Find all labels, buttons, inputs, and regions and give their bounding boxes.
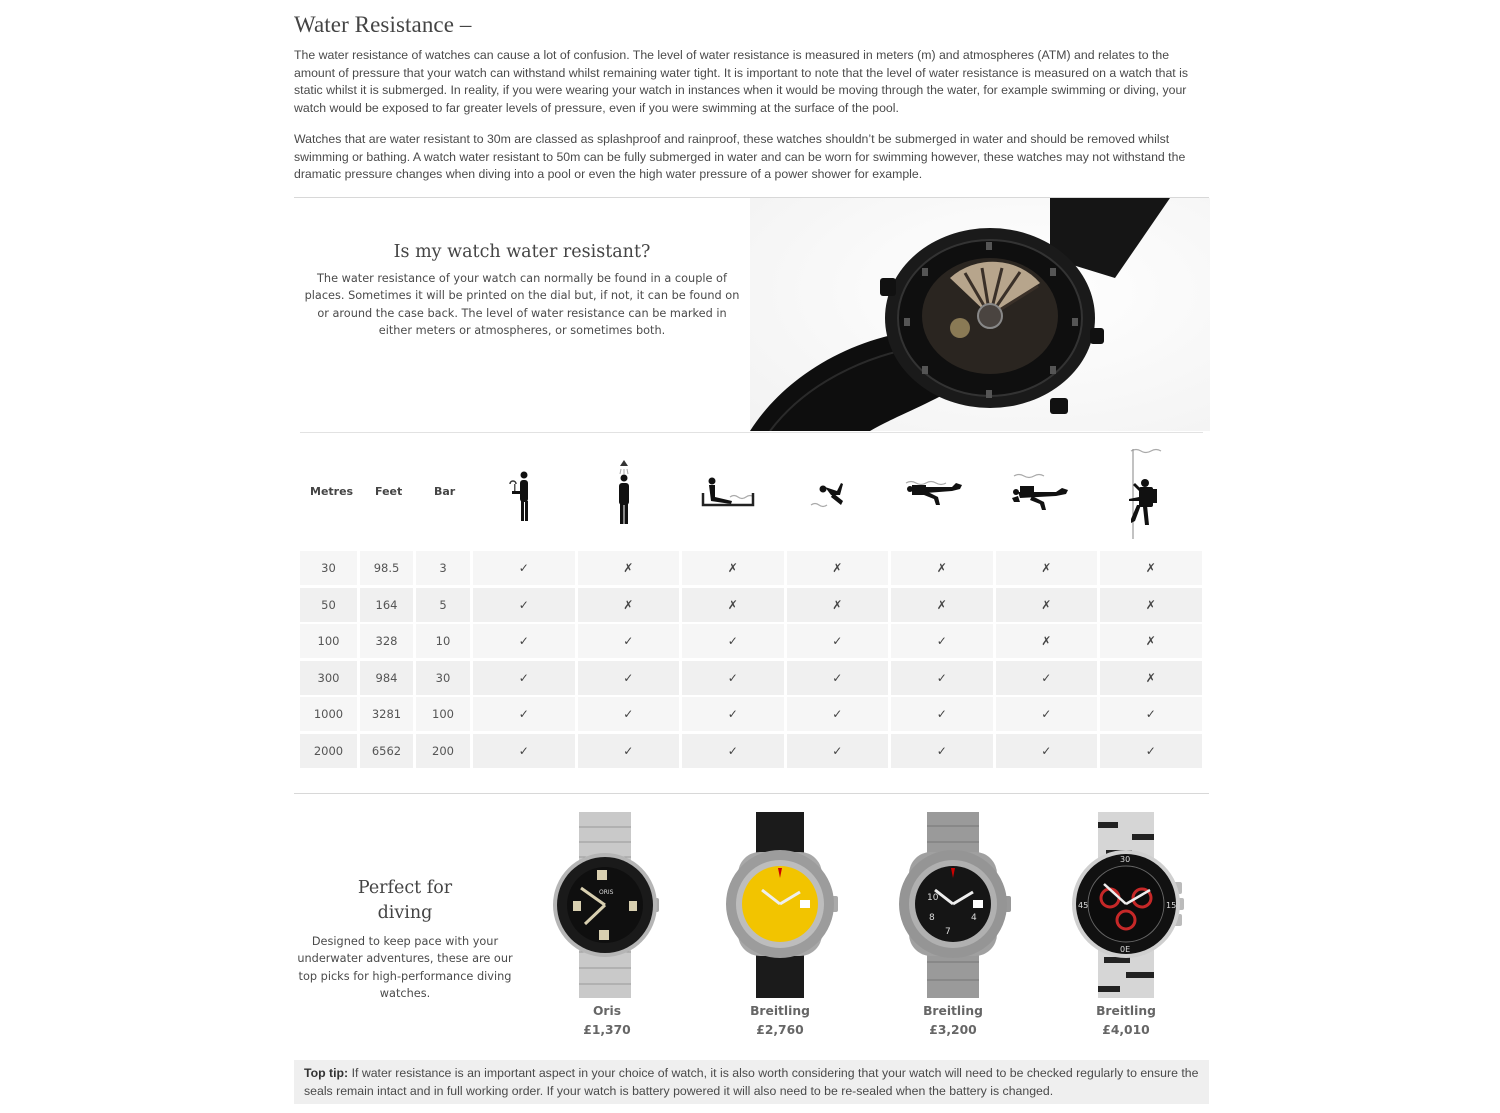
svg-text:45: 45 [1078, 901, 1089, 910]
mark-cell: ✓ [473, 697, 575, 731]
mark-cell: ✓ [891, 661, 993, 695]
feet-cell: 98.5 [360, 551, 413, 585]
mark-cell: ✗ [1100, 661, 1202, 695]
bar-cell: 10 [416, 624, 470, 658]
mark-cell: ✓ [473, 588, 575, 622]
mark-cell: ✓ [473, 551, 575, 585]
mark-cell: ✓ [682, 661, 784, 695]
diving-title-line-1: Perfect for [357, 878, 453, 898]
hero-body: The water resistance of your watch can normally be found in a couple of places. Sometimes it will be printed on the dial but, if not, it can be found on or around the case back. The level of water resistance can be marked in either meters or atmospheres, or sometimes both. [304, 272, 740, 337]
scuba-diving-icon [990, 443, 1090, 543]
product-brand[interactable]: Breitling [750, 1004, 810, 1018]
svg-text:ORIS: ORIS [599, 889, 614, 896]
mark-cell: ✓ [787, 734, 889, 768]
mark-cell: ✓ [578, 697, 680, 731]
metres-cell: 2000 [300, 734, 357, 768]
bar-cell: 3 [416, 551, 470, 585]
mark-cell: ✓ [578, 734, 680, 768]
svg-text:7: 7 [945, 927, 951, 937]
mark-cell: ✓ [682, 734, 784, 768]
product-brand[interactable]: Oris [592, 1004, 622, 1018]
product-price: £2,760 [756, 1023, 804, 1037]
feet-cell: 984 [360, 661, 413, 695]
product-price: £1,370 [583, 1023, 631, 1037]
bar-cell: 5 [416, 588, 470, 622]
mark-cell: ✗ [578, 588, 680, 622]
deep-sea-diving-icon [1094, 443, 1194, 543]
mark-cell: ✓ [996, 697, 1098, 731]
bar-cell: 200 [416, 734, 470, 768]
feet-cell: 164 [360, 588, 413, 622]
metres-cell: 50 [300, 588, 357, 622]
mark-cell: ✓ [473, 624, 575, 658]
svg-text:10: 10 [927, 893, 939, 903]
hero-title: Is my watch water resistant? [393, 242, 651, 262]
table-body [300, 550, 1203, 770]
mark-cell: ✗ [996, 588, 1098, 622]
table-row [300, 696, 1203, 733]
mark-cell: ✓ [578, 624, 680, 658]
svg-text:0E: 0E [1120, 945, 1131, 954]
intro-paragraph-2: Watches that are water resistant to 30m are classed as splashproof and rainproof, these watches shouldn’t be submerged in water and should be removed whilst swimming or bathing. A watch water resistant to 50m can be fully submerged in water and can be worn for swimming however, these watches may not withstand the dramatic pressure changes when diving into a pool or even the high water pressure of a power shower for example. [294, 132, 1186, 181]
page-title: Water Resistance – [294, 12, 472, 37]
mark-cell: ✗ [682, 588, 784, 622]
bar-cell: 100 [416, 697, 470, 731]
oris-watch-image[interactable] [532, 812, 682, 998]
top-tip-text: If water resistance is an important aspect in your choice of watch, it is also worth considering that your watch will need to be checked regularly to ensure the seals remain intact and in full working order. If your watch is battery powered it will also need to be re-sealed when the battery is changed. [304, 1066, 1199, 1098]
mark-cell: ✓ [787, 624, 889, 658]
mark-cell: ✗ [996, 624, 1098, 658]
product-card[interactable] [705, 812, 855, 1040]
mark-cell: ✗ [891, 551, 993, 585]
product-card[interactable] [878, 812, 1028, 1040]
intro-paragraph-1: The water resistance of watches can cause a lot of confusion. The level of water resistance is measured in meters (m) and atmospheres (ATM) and relates to the amount of pressure that your watch can withstand whilst remaining water tight. It is important to note that the level of water resistance is measured on a watch that is static whilst it is submerged. In reality, if you were wearing your watch in instances when it would be moving through the water, for example swimming or diving, your watch would be exposed to far greater levels of pressure, even if you were swimming at the surface of the pool. [294, 48, 1189, 115]
mark-cell: ✗ [682, 551, 784, 585]
diving-intro [294, 876, 516, 1002]
header-feet: Feet [375, 485, 403, 498]
pool-diving-icon [782, 443, 882, 543]
table-row [300, 587, 1203, 624]
water-resistant-section [294, 198, 1209, 431]
header-metres: Metres [310, 485, 354, 498]
table-row [300, 550, 1203, 587]
diving-title [294, 876, 516, 926]
svg-text:30: 30 [1120, 855, 1131, 864]
breitling-yellow-watch-image[interactable] [705, 812, 855, 998]
mark-cell: ✓ [891, 624, 993, 658]
svg-text:15: 15 [1166, 901, 1177, 910]
metres-cell: 30 [300, 551, 357, 585]
breitling-black-watch-image[interactable] [878, 812, 1028, 998]
metres-cell: 100 [300, 624, 357, 658]
table-row [300, 733, 1203, 770]
bathing-icon [678, 443, 778, 543]
shower-icon [574, 443, 674, 543]
mark-cell: ✗ [1100, 588, 1202, 622]
divider [294, 793, 1209, 794]
table-row [300, 623, 1203, 660]
feet-cell: 6562 [360, 734, 413, 768]
mark-cell: ✓ [1100, 734, 1202, 768]
product-brand[interactable]: Breitling [923, 1004, 983, 1018]
mark-cell: ✓ [682, 624, 784, 658]
breitling-chronograph-watch-image[interactable] [1051, 812, 1201, 998]
mark-cell: ✗ [578, 551, 680, 585]
black-watch-caseback-image [750, 198, 1210, 431]
header-bar: Bar [434, 485, 456, 498]
product-price: £3,200 [929, 1023, 977, 1037]
top-tip-box [294, 1060, 1209, 1104]
mark-cell: ✓ [473, 734, 575, 768]
product-list [534, 812, 1214, 1042]
table-header [300, 432, 1203, 550]
mark-cell: ✓ [682, 697, 784, 731]
table-row [300, 660, 1203, 697]
mark-cell: ✓ [891, 697, 993, 731]
product-card[interactable] [1051, 812, 1201, 1040]
mark-cell: ✓ [473, 661, 575, 695]
mark-cell: ✗ [787, 551, 889, 585]
snorkelling-icon [886, 443, 986, 543]
mark-cell: ✗ [996, 551, 1098, 585]
mark-cell: ✓ [996, 734, 1098, 768]
metres-cell: 300 [300, 661, 357, 695]
svg-text:4: 4 [971, 913, 977, 923]
diving-body: Designed to keep pace with your underwater adventures, these are our top picks for high-performance diving watches. [297, 935, 513, 1000]
mark-cell: ✓ [578, 661, 680, 695]
hero-text [302, 242, 742, 339]
mark-cell: ✗ [1100, 624, 1202, 658]
mark-cell: ✓ [787, 697, 889, 731]
svg-text:8: 8 [929, 913, 935, 923]
metres-cell: 1000 [300, 697, 357, 731]
product-card[interactable] [532, 812, 682, 1040]
product-price: £4,010 [1102, 1023, 1150, 1037]
top-tip-label: Top tip: [304, 1066, 349, 1080]
mark-cell: ✓ [891, 734, 993, 768]
mark-cell: ✗ [787, 588, 889, 622]
feet-cell: 3281 [360, 697, 413, 731]
diving-title-line-2: diving [377, 903, 433, 923]
mark-cell: ✓ [787, 661, 889, 695]
mark-cell: ✓ [996, 661, 1098, 695]
bar-cell: 30 [416, 661, 470, 695]
water-resistance-table [300, 432, 1203, 758]
hand-washing-icon [470, 443, 570, 543]
mark-cell: ✗ [891, 588, 993, 622]
feet-cell: 328 [360, 624, 413, 658]
mark-cell: ✗ [1100, 551, 1202, 585]
product-brand[interactable]: Breitling [1096, 1004, 1156, 1018]
mark-cell: ✓ [1100, 697, 1202, 731]
